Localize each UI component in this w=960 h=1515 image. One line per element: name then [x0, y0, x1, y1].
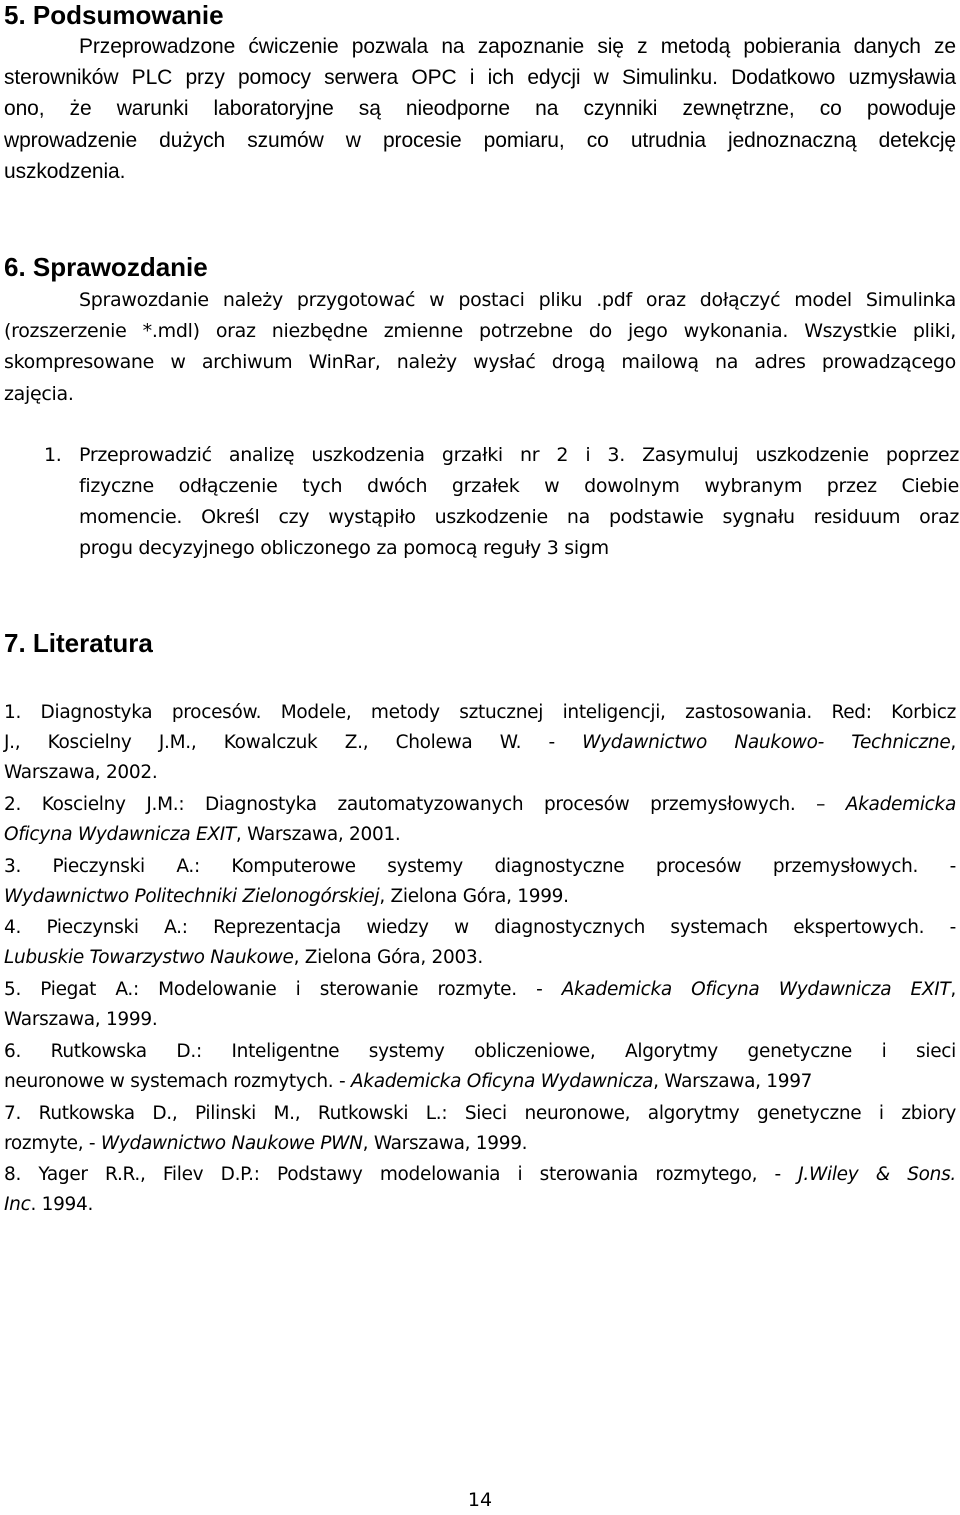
publisher-name: Inc [4, 1194, 31, 1215]
reference-line: rozmyte, - Wydawnictwo Naukowe PWN, Warszawa, 1999. [4, 1133, 528, 1154]
reference-line: Inc. 1994. [4, 1194, 94, 1215]
task-line: fizyczne odłączenie tych dwóch grzałek w dowolnym wybranym przez Ciebie [79, 475, 959, 497]
report-line: skompresowane w archiwum WinRar, należy wysłać drogą mailową na adres prowadzącego [4, 351, 956, 373]
publisher-name: Lubuskie Towarzystwo Naukowe [4, 947, 294, 968]
publisher-name: Oficyna Wydawnicza EXIT [4, 824, 236, 845]
publisher-name: Wydawnictwo Politechniki Zielonogórskiej [4, 886, 380, 907]
publisher-name: Akademicka [845, 794, 956, 815]
heading-literatura: 7. Literatura [4, 628, 153, 658]
report-line: zajęcia. [4, 383, 74, 405]
reference-line: 4. Pieczynski A.: Reprezentacja wiedzy w diagnostycznych systemach ekspertowych. - [4, 917, 956, 938]
reference-line: 2. Koscielny J.M.: Diagnostyka zautomatyzowanych procesów przemysłowych. – Akademicka [4, 794, 956, 815]
publisher-name: Akademicka Oficyna Wydawnicza [350, 1071, 654, 1092]
publisher-name: Akademicka Oficyna Wydawnicza EXIT [561, 979, 951, 1000]
reference-line: J., Koscielny J.M., Kowalczuk Z., Cholewa W. - Wydawnictwo Naukowo- Techniczne, [4, 732, 957, 753]
reference-line: 8. Yager R.R., Filev D.P.: Podstawy modelowania i sterowania rozmytego, - J.Wiley & Sons. [4, 1164, 956, 1185]
reference-line: Lubuskie Towarzystwo Naukowe, Zielona Góra, 2003. [4, 947, 483, 968]
summary-line: Przeprowadzone ćwiczenie pozwala na zapoznanie się z metodą pobierania danych ze [79, 35, 956, 58]
reference-line: 6. Rutkowska D.: Inteligentne systemy obliczeniowe, Algorytmy genetyczne i sieci [4, 1041, 956, 1062]
reference-line: Warszawa, 1999. [4, 1009, 158, 1030]
reference-line: 1. Diagnostyka procesów. Modele, metody sztucznej inteligencji, zastosowania. Red: Korbicz [4, 702, 956, 723]
reference-line: Warszawa, 2002. [4, 762, 158, 783]
heading-sprawozdanie: 6. Sprawozdanie [4, 252, 208, 282]
reference-line: 3. Pieczynski A.: Komputerowe systemy diagnostyczne procesów przemysłowych. - [4, 856, 956, 877]
reference-line: 5. Piegat A.: Modelowanie i sterowanie rozmyte. - Akademicka Oficyna Wydawnicza EXIT, [4, 979, 957, 1000]
reference-line: Oficyna Wydawnicza EXIT, Warszawa, 2001. [4, 824, 401, 845]
publisher-name: Wydawnictwo Naukowe PWN [100, 1133, 363, 1154]
task-number: 1. [44, 444, 62, 466]
publisher-name: J.Wiley & Sons. [798, 1164, 956, 1185]
summary-line: uszkodzenia. [4, 160, 126, 183]
reference-line: Wydawnictwo Politechniki Zielonogórskiej, Zielona Góra, 1999. [4, 886, 569, 907]
summary-line: sterowników PLC przy pomocy serwera OPC i ich edycji w Simulinku. Dodatkowo uzmysławia [4, 66, 956, 89]
summary-line: ono, że warunki laboratoryjne są nieodporne na czynniki zewnętrzne, co powoduje [4, 97, 956, 120]
report-line: Sprawozdanie należy przygotować w postaci pliku .pdf oraz dołączyć model Simulinka [79, 289, 956, 311]
page-number: 14 [467, 1489, 493, 1511]
reference-line: 7. Rutkowska D., Pilinski M., Rutkowski L.: Sieci neuronowe, algorytmy genetyczne i zbiory [4, 1103, 956, 1124]
task-line: progu decyzyjnego obliczonego za pomocą reguły 3 sigm [79, 537, 609, 559]
task-line: momencie. Określ czy wystąpiło uszkodzenie na podstawie sygnału residuum oraz [79, 506, 959, 528]
reference-line: neuronowe w systemach rozmytych. - Akademicka Oficyna Wydawnicza, Warszawa, 1997 [4, 1071, 813, 1092]
heading-podsumowanie: 5. Podsumowanie [4, 0, 224, 30]
summary-line: wprowadzenie dużych szumów w procesie pomiaru, co utrudnia jednoznaczną detekcję [4, 129, 956, 152]
report-line: (rozszerzenie *.mdl) oraz niezbędne zmienne potrzebne do jego wykonania. Wszystkie pliki, [4, 320, 956, 342]
publisher-name: Wydawnictwo Naukowo- Techniczne [582, 732, 951, 753]
task-line: Przeprowadzić analizę uszkodzenia grzałki nr 2 i 3. Zasymuluj uszkodzenie poprzez [79, 444, 959, 466]
